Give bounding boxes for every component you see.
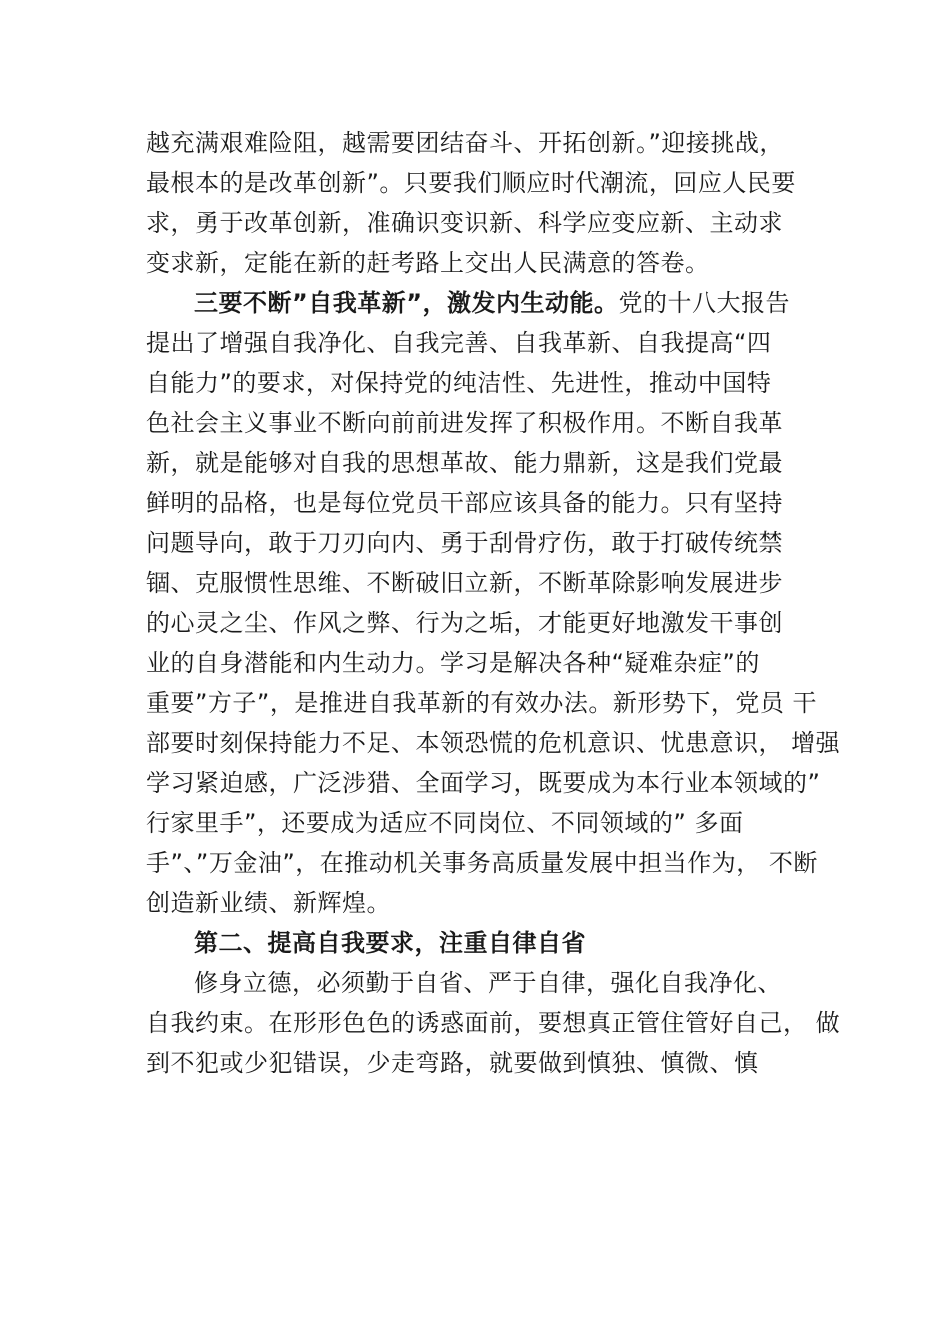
text-line: 锢、克服惯性思维、不断破旧立新，不断革除影响发展进步 (146, 569, 783, 597)
text-line: 新，就是能够对自我的思想革故、能力鼎新，这是我们党最 (146, 449, 783, 477)
text-line: 学习紧迫感，广泛涉猎、全面学习，既要成为本行业本领域的” (146, 769, 821, 797)
text-line: 提出了增强自我净化、自我完善、自我革新、自我提高“四 (146, 329, 772, 357)
text-line: 鲜明的品格，也是每位党员干部应该具备的能力。只有坚持 (146, 489, 783, 517)
section-heading: 第二、提高自我要求，注重自律自省 (194, 929, 586, 957)
text-line: 问题导向，敢于刀刃向内、勇于刮骨疗伤，敢于打破传统禁 (146, 529, 783, 557)
text-line: 越充满艰难险阻，越需要团结奋斗、开拓创新。”迎接挑战， (146, 129, 784, 157)
text-line: 到不犯或少犯错误，少走弯路，就要做到慎独、慎微、慎 (146, 1049, 759, 1077)
paragraph-lead-line (194, 283, 790, 323)
paragraph-bold-lead: 三要不断”自我革新”，激发内生动能。 (194, 289, 619, 317)
text-line: 手”、”万金油”，在推动机关事务高质量发展中担当作为， 不断 (146, 849, 818, 877)
paragraph-lead-rest: 党的十八大报告 (618, 289, 791, 317)
text-line: 自我约束。在形形色色的诱惑面前，要想真正管住管好自己， 做 (146, 1009, 841, 1037)
text-line: 创造新业绩、新辉煌。 (146, 889, 391, 917)
text-line: 业的自身潜能和内生动力。学习是解决各种“疑难杂症”的 (146, 649, 760, 677)
text-line: 色社会主义事业不断向前前进发挥了积极作用。不断自我革 (146, 409, 783, 437)
text-line: 部要时刻保持能力不足、本领恐慌的危机意识、忧患意识， 增强 (146, 729, 841, 757)
text-line: 变求新，定能在新的赶考路上交出人民满意的答卷。 (146, 249, 710, 277)
text-line: 修身立德，必须勤于自省、严于自律，强化自我净化、 (194, 969, 782, 997)
text-line: 的心灵之尘、作风之弊、行为之垢，才能更好地激发干事创 (146, 609, 783, 637)
text-line: 重要”方子”，是推进自我革新的有效办法。新形势下，党员 干 (146, 689, 817, 717)
text-line: 最根本的是改革创新”。只要我们顺应时代潮流，回应人民要 (146, 169, 796, 197)
text-line: 行家里手”，还要成为适应不同岗位、不同领域的” 多面 (146, 809, 744, 837)
text-line: 自能力”的要求，对保持党的纯洁性、先进性，推动中国特 (146, 369, 772, 397)
text-line: 求，勇于改革创新，准确识变识新、科学应变应新、主动求 (146, 209, 783, 237)
